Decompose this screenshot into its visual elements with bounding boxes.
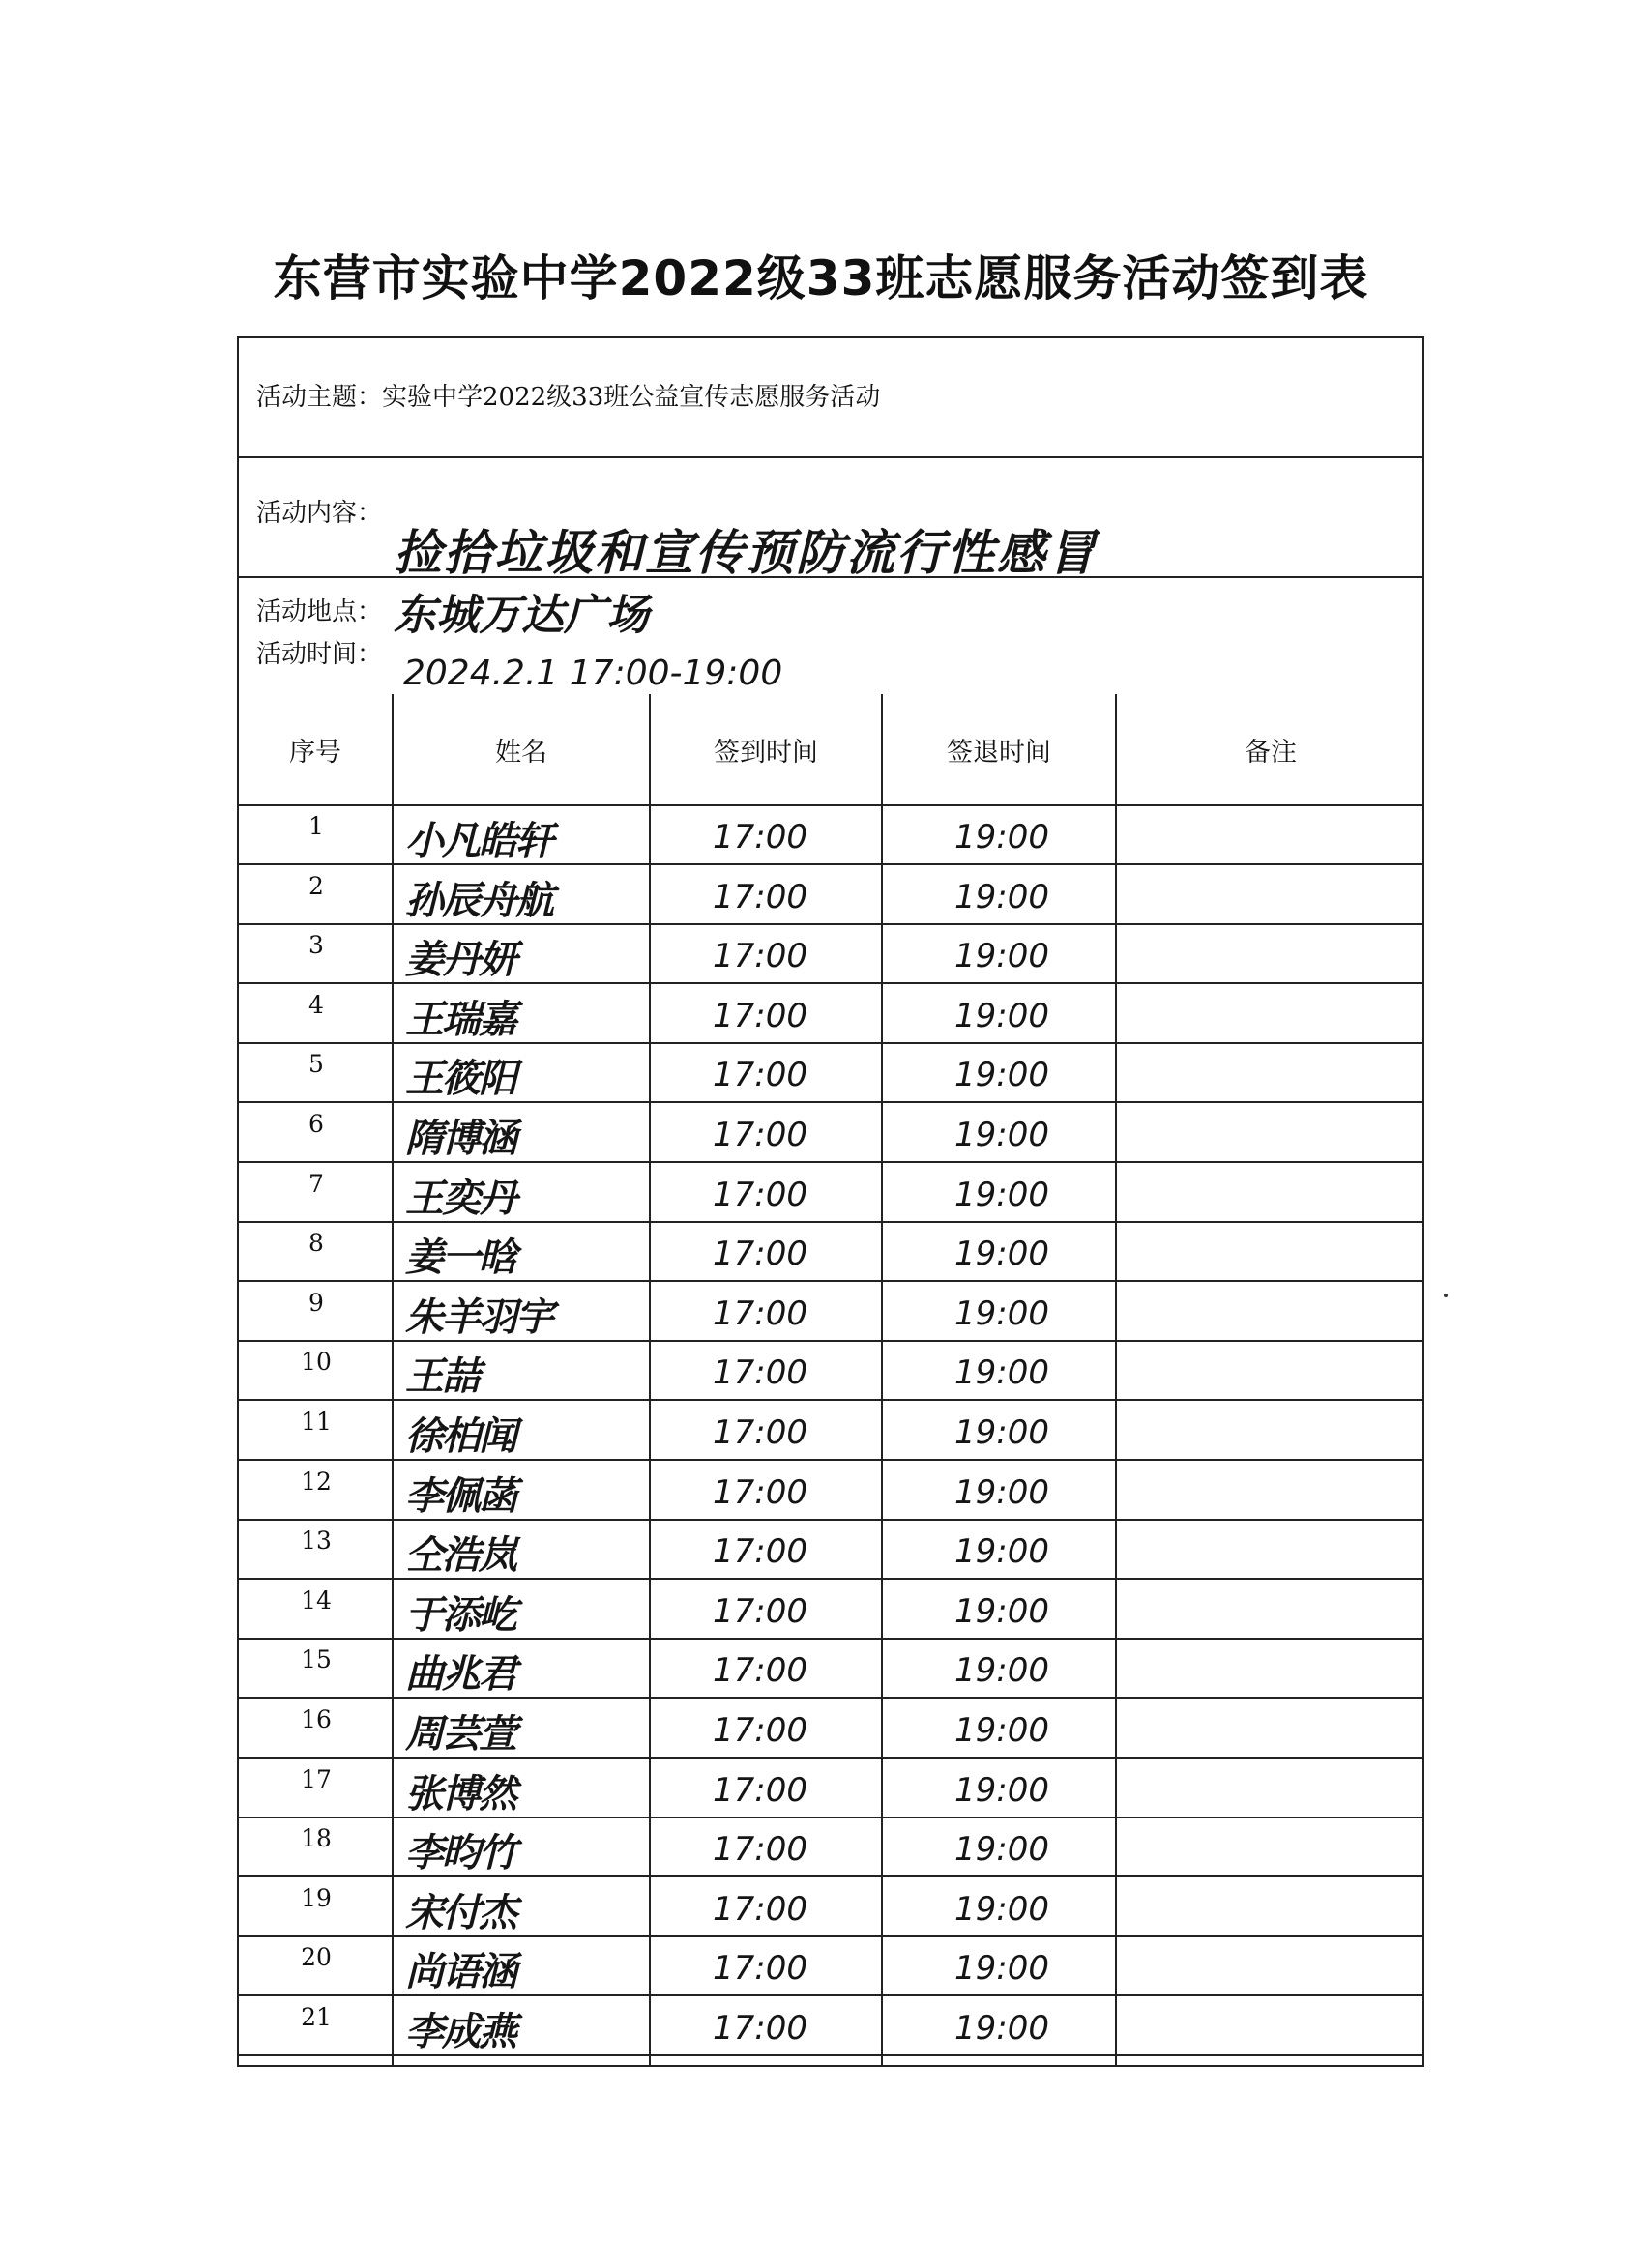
row-name: 仝浩岚 — [405, 1533, 515, 1579]
row-number: 11 — [301, 1408, 332, 1436]
location-label: 活动地点： — [256, 597, 383, 626]
header-name: 姓名 — [495, 737, 547, 768]
row-number: 8 — [308, 1229, 324, 1258]
row-number: 19 — [301, 1883, 332, 1912]
content-label: 活动内容： — [256, 499, 383, 528]
row-signin-time: 17:00 — [713, 1353, 807, 1393]
row-number: 3 — [308, 931, 324, 960]
row-signin-time: 17:00 — [713, 1591, 807, 1631]
row-signin-time: 17:00 — [713, 818, 807, 857]
row-signout-time: 19:00 — [954, 1175, 1049, 1214]
table-row — [239, 1935, 1422, 1996]
row-signout-time: 19:00 — [954, 1116, 1049, 1154]
table-row — [239, 1162, 1422, 1223]
row-signout-time: 19:00 — [954, 1353, 1049, 1393]
row-signout-time: 19:00 — [954, 1949, 1049, 1989]
divider — [239, 576, 1422, 578]
row-signout-time: 19:00 — [954, 1711, 1049, 1750]
row-number: 12 — [301, 1467, 332, 1496]
table-row — [239, 983, 1422, 1044]
row-name: 于添屹 — [405, 1592, 515, 1638]
table-row — [239, 1817, 1422, 1877]
table-row — [239, 923, 1422, 984]
table-row — [239, 804, 1422, 865]
row-name: 李昀竹 — [405, 1831, 515, 1876]
time-label: 活动时间： — [256, 640, 383, 669]
row-signout-time: 19:00 — [954, 2009, 1049, 2048]
row-signin-time: 17:00 — [713, 1770, 807, 1810]
row-number: 15 — [301, 1645, 332, 1674]
row-signin-time: 17:00 — [713, 937, 807, 976]
row-signin-time: 17:00 — [713, 1830, 807, 1870]
row-signout-time: 19:00 — [954, 1651, 1049, 1691]
row-signout-time: 19:00 — [954, 1294, 1049, 1333]
row-name: 王喆 — [405, 1354, 479, 1400]
row-signin-time: 17:00 — [713, 877, 807, 916]
table-row — [239, 1519, 1422, 1580]
row-name: 隋博涵 — [405, 1117, 515, 1161]
row-name: 李成燕 — [405, 2010, 515, 2054]
row-number: 1 — [308, 812, 324, 840]
row-signout-time: 19:00 — [954, 877, 1049, 916]
row-number: 13 — [301, 1527, 332, 1556]
row-name: 王奕丹 — [405, 1176, 515, 1221]
table-row — [239, 1876, 1422, 1937]
row-signout-time: 19:00 — [954, 1056, 1049, 1095]
row-signin-time: 17:00 — [713, 996, 807, 1035]
theme-label: 活动主题： — [256, 383, 383, 412]
table-row — [239, 1638, 1422, 1699]
row-signout-time: 19:00 — [954, 1413, 1049, 1452]
table-row — [239, 1995, 1422, 2056]
row-number: 7 — [308, 1169, 324, 1198]
row-signout-time: 19:00 — [954, 1532, 1049, 1572]
row-signin-time: 17:00 — [713, 1532, 807, 1572]
table-row — [239, 1400, 1422, 1461]
row-number: 9 — [308, 1288, 324, 1317]
row-number: 20 — [301, 1943, 332, 1972]
table-row — [239, 1042, 1422, 1103]
row-name: 徐柏闻 — [405, 1414, 515, 1459]
row-name: 王瑞嘉 — [405, 997, 515, 1042]
table-row — [239, 1579, 1422, 1640]
row-number: 2 — [308, 871, 324, 900]
divider — [239, 456, 1422, 458]
table-row — [239, 1340, 1422, 1401]
table-header — [239, 694, 1422, 806]
row-signout-time: 19:00 — [954, 996, 1049, 1035]
row-name: 周芸萱 — [405, 1712, 515, 1757]
row-name: 姜丹妍 — [405, 938, 515, 983]
row-signin-time: 17:00 — [713, 1056, 807, 1095]
row-name: 小凡皓轩 — [405, 819, 552, 863]
row-number: 10 — [301, 1348, 332, 1377]
row-signin-time: 17:00 — [713, 1949, 807, 1989]
row-name: 姜一晗 — [405, 1236, 515, 1281]
row-signout-time: 19:00 — [954, 1591, 1049, 1631]
row-signin-time: 17:00 — [713, 1651, 807, 1691]
row-number: 14 — [301, 1585, 332, 1614]
row-number: 5 — [308, 1050, 324, 1079]
row-signin-time: 17:00 — [713, 1116, 807, 1154]
row-signin-time: 17:00 — [713, 1472, 807, 1512]
row-name: 孙辰舟航 — [405, 878, 552, 923]
row-number: 6 — [308, 1110, 324, 1138]
table-row — [239, 1102, 1422, 1163]
row-name: 尚语涵 — [405, 1950, 515, 1995]
location-value: 东城万达广场 — [394, 591, 649, 640]
row-name: 宋付杰 — [405, 1890, 515, 1935]
table-row — [239, 1460, 1422, 1521]
row-name: 王筱阳 — [405, 1057, 515, 1102]
row-number: 16 — [301, 1705, 332, 1733]
row-signin-time: 17:00 — [713, 2009, 807, 2048]
row-signin-time: 17:00 — [713, 1889, 807, 1929]
row-name: 朱羊羽宇 — [405, 1294, 552, 1340]
row-signout-time: 19:00 — [954, 818, 1049, 857]
row-signout-time: 19:00 — [954, 1472, 1049, 1512]
scan-speck — [1444, 1294, 1448, 1297]
row-signin-time: 17:00 — [713, 1711, 807, 1750]
row-signout-time: 19:00 — [954, 937, 1049, 976]
header-remarks: 备注 — [1245, 737, 1297, 768]
page-title: 东营市实验中学2022级33班志愿服务活动签到表 — [273, 250, 1369, 306]
row-signin-time: 17:00 — [713, 1235, 807, 1274]
row-number: 18 — [301, 1824, 332, 1853]
row-signin-time: 17:00 — [713, 1294, 807, 1333]
row-signout-time: 19:00 — [954, 1235, 1049, 1274]
header-signin: 签到时间 — [714, 737, 818, 768]
time-value: 2024.2.1 17:00-19:00 — [403, 654, 783, 693]
row-number: 4 — [308, 990, 324, 1019]
content-value: 捡拾垃圾和宣传预防流行性感冒 — [394, 525, 1098, 581]
theme-value: 实验中学2022级33班公益宣传志愿服务活动 — [382, 383, 881, 412]
signin-sheet — [237, 336, 1424, 2067]
header-signout: 签退时间 — [947, 737, 1051, 768]
row-number: 17 — [301, 1764, 332, 1793]
header-no: 序号 — [289, 737, 341, 768]
row-name: 李佩菡 — [405, 1473, 515, 1519]
row-name: 张博然 — [405, 1771, 515, 1817]
row-name: 曲兆君 — [405, 1652, 515, 1698]
table-row — [239, 1281, 1422, 1342]
row-signout-time: 19:00 — [954, 1889, 1049, 1929]
row-number: 21 — [301, 2003, 332, 2031]
row-signin-time: 17:00 — [713, 1175, 807, 1214]
row-signin-time: 17:00 — [713, 1413, 807, 1452]
row-signout-time: 19:00 — [954, 1830, 1049, 1870]
table-row — [239, 864, 1422, 925]
table-row — [239, 1221, 1422, 1282]
table-row — [239, 1698, 1422, 1759]
table-row — [239, 1758, 1422, 1818]
row-signout-time: 19:00 — [954, 1770, 1049, 1810]
